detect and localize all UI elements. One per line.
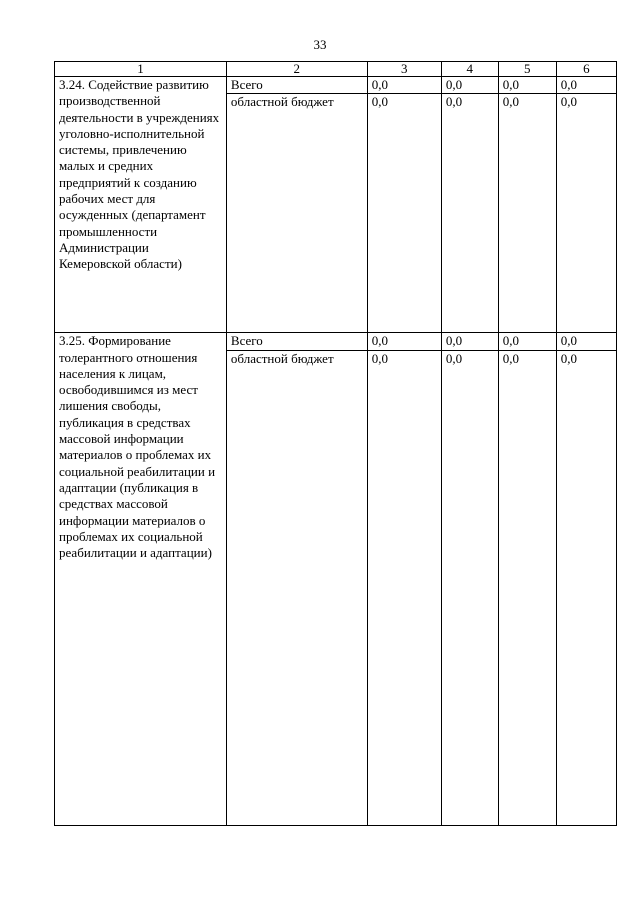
value-cell: 0,0 (367, 77, 441, 94)
value-cell: 0,0 (441, 350, 498, 825)
value-cell: 0,0 (556, 350, 616, 825)
value-cell: 0,0 (556, 94, 616, 333)
value-cell: 0,0 (498, 77, 556, 94)
column-header-2: 2 (226, 62, 367, 77)
column-header-4: 4 (441, 62, 498, 77)
budget-table (54, 61, 617, 826)
table-row (55, 77, 617, 94)
column-header-3: 3 (367, 62, 441, 77)
value-cell: 0,0 (498, 94, 556, 333)
value-cell: 0,0 (498, 333, 556, 350)
value-cell: 0,0 (556, 77, 616, 94)
source-label-cell: областной бюджет (226, 350, 367, 825)
source-label-cell: Всего (226, 77, 367, 94)
value-cell: 0,0 (498, 350, 556, 825)
page-number: 33 (313, 37, 327, 52)
source-label-cell: областной бюджет (226, 94, 367, 333)
column-header-1: 1 (55, 62, 227, 77)
activity-cell: 3.24. Содействие развитию производственной деятельности в учреждениях уголовно-исполнительной системы, привлечению малых и средних предприятий к созданию рабочих мест для осужденных (департамент промышленности Администрации Кемеровской области) (55, 77, 227, 333)
table-header-row (55, 62, 617, 77)
value-cell: 0,0 (556, 333, 616, 350)
column-header-6: 6 (556, 62, 616, 77)
value-cell: 0,0 (441, 333, 498, 350)
column-header-5: 5 (498, 62, 556, 77)
table-row (55, 333, 617, 350)
value-cell: 0,0 (367, 94, 441, 333)
value-cell: 0,0 (367, 350, 441, 825)
value-cell: 0,0 (441, 94, 498, 333)
value-cell: 0,0 (367, 333, 441, 350)
value-cell: 0,0 (441, 77, 498, 94)
source-label-cell: Всего (226, 333, 367, 350)
activity-cell: 3.25. Формирование толерантного отношения населения к лицам, освободившимся из мест лишения свободы, публикация в средствах массовой информации материалов о проблемах их социальной реабилитации и адаптации (публикация в средствах массовой информации материалов о проблемах их социальной реабилитации и адаптации) (55, 333, 227, 825)
